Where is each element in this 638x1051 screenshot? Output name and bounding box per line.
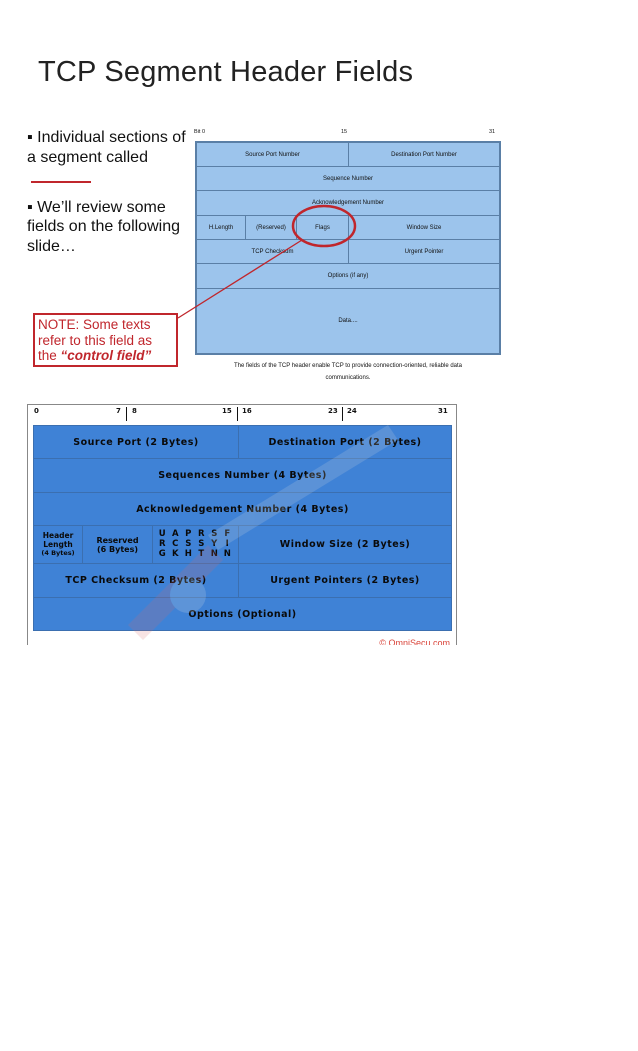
source-port-field: Source Port (2 Bytes) <box>33 425 239 459</box>
bit-label-end: 31 <box>489 129 496 135</box>
flags-cell: Flags <box>296 215 349 240</box>
window-size-field: Window Size (2 Bytes) <box>238 525 452 564</box>
bit-tick <box>342 407 343 421</box>
page-title: TCP Segment Header Fields <box>38 56 414 88</box>
dest-port-field: Destination Port (2 Bytes) <box>238 425 452 459</box>
diagram1-caption: The fields of the TCP header enable TCP to provide connection-oriented, reliable data communications. <box>233 363 463 381</box>
flags-field <box>152 525 239 564</box>
header-length-line: Header <box>42 531 74 540</box>
dest-port-cell: Destination Port Number <box>348 142 500 167</box>
reserved-line: (6 Bytes) <box>97 544 138 554</box>
header-length-line: (4 Bytes) <box>41 549 75 557</box>
note-emphasis: “control field” <box>60 348 152 363</box>
flag-ack: A C K <box>171 529 180 559</box>
urgent-cell: Urgent Pointer <box>348 239 500 264</box>
bit-24: 24 <box>347 407 357 415</box>
reserved-field <box>82 525 153 564</box>
ack-field: Acknowledgement Number (4 Bytes) <box>33 492 452 526</box>
source-port-cell: Source Port Number <box>196 142 349 167</box>
bit-15: 15 <box>222 407 232 415</box>
flag-fin: F I N <box>223 529 232 559</box>
bit-label-mid: 15 <box>341 129 348 135</box>
annotation-arrow <box>178 240 302 318</box>
tcp-header-diagram-2 <box>27 404 457 645</box>
bullet-text: ▪ We’ll review some fields on the following slide… <box>27 198 180 255</box>
bit-16: 16 <box>242 407 252 415</box>
flags-highlight-circle <box>293 206 355 246</box>
sequence-cell: Sequence Number <box>196 166 500 191</box>
hlength-cell: H.Length <box>196 215 246 240</box>
bit-31: 31 <box>438 407 448 415</box>
annotation-overlay <box>0 0 638 420</box>
note-text: NOTE: Some texts refer to this field as the <box>38 317 153 363</box>
reserved-cell: (Reserved) <box>245 215 297 240</box>
window-cell: Window Size <box>348 215 500 240</box>
options-field: Options (Optional) <box>33 597 452 631</box>
flag-urg: U R G <box>158 529 167 559</box>
checksum-field: TCP Checksum (2 Bytes) <box>33 563 239 598</box>
options-cell: Options (if any) <box>196 263 500 289</box>
bit-0: 0 <box>34 407 39 415</box>
header-length-line: Length <box>43 540 73 549</box>
bit-tick <box>237 407 238 421</box>
flags-group <box>156 529 236 560</box>
urgent-pointer-field: Urgent Pointers (2 Bytes) <box>238 563 452 598</box>
flag-syn: S Y N <box>210 529 219 559</box>
bit-7: 7 <box>116 407 121 415</box>
header-length-field <box>33 525 83 564</box>
bit-label-start: Bit 0 <box>194 129 206 135</box>
bit-23: 23 <box>328 407 338 415</box>
copyright-text: © OmniSecu.com <box>379 638 450 645</box>
bit-8: 8 <box>132 407 137 415</box>
ack-cell: Acknowledgement Number <box>196 190 500 216</box>
flag-rst: R S T <box>197 529 206 559</box>
bit-tick <box>126 407 127 421</box>
flag-psh: P S H <box>184 529 193 559</box>
sequence-field: Sequences Number (4 Bytes) <box>33 458 452 493</box>
reserved-line: Reserved <box>96 535 139 545</box>
bullet-text: ▪ Individual sections of a segment called <box>27 129 186 166</box>
data-cell: Data.... <box>196 288 500 354</box>
checksum-cell: TCP Checksum <box>196 239 349 264</box>
